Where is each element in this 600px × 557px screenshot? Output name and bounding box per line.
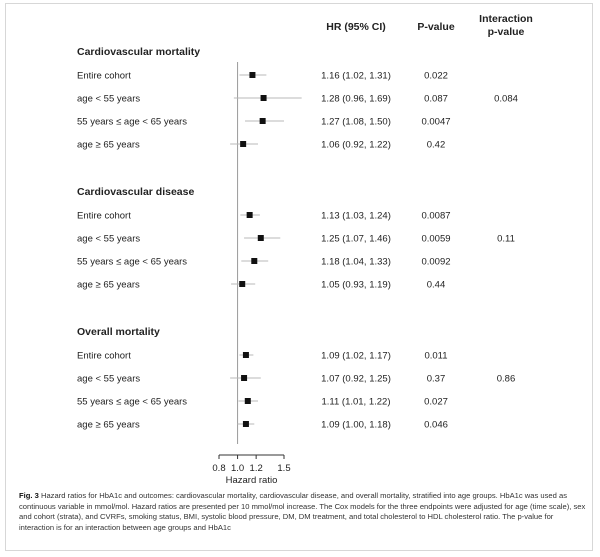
header-p-value: P-value bbox=[417, 21, 455, 33]
hr-ci-value: 1.28 (0.96, 1.69) bbox=[321, 93, 391, 105]
hr-ci-value: 1.25 (1.07, 1.46) bbox=[321, 233, 391, 245]
p-value: 0.011 bbox=[424, 350, 448, 362]
p-value: 0.087 bbox=[424, 93, 448, 105]
forest-plot bbox=[6, 4, 594, 490]
hr-point bbox=[249, 72, 255, 78]
x-tick-label: 1.5 bbox=[277, 463, 291, 474]
group-title: Cardiovascular mortality bbox=[77, 46, 201, 58]
x-tick-label: 1.0 bbox=[230, 463, 245, 474]
x-axis-title: Hazard ratio bbox=[225, 475, 278, 486]
x-tick-label: 1.2 bbox=[249, 463, 263, 474]
row-label: age < 55 years bbox=[77, 93, 141, 105]
figure-frame bbox=[5, 3, 593, 551]
hr-point bbox=[261, 95, 267, 101]
hr-point bbox=[239, 281, 245, 287]
row-label: Entire cohort bbox=[77, 70, 131, 82]
forest-rows bbox=[77, 46, 518, 444]
figure-caption bbox=[19, 491, 587, 533]
hr-ci-value: 1.05 (0.93, 1.19) bbox=[321, 279, 391, 291]
row-label: 55 years ≤ age < 65 years bbox=[77, 256, 188, 268]
hr-point bbox=[251, 258, 257, 264]
caption-label: Fig. 3 bbox=[19, 491, 39, 500]
header-interaction-p: p-value bbox=[487, 26, 525, 38]
p-value: 0.0059 bbox=[421, 233, 451, 245]
hr-point bbox=[243, 352, 249, 358]
row-label: age ≥ 65 years bbox=[77, 419, 140, 431]
hr-ci-value: 1.09 (1.00, 1.18) bbox=[321, 419, 391, 431]
hr-point bbox=[247, 212, 253, 218]
row-label: 55 years ≤ age < 65 years bbox=[77, 396, 188, 408]
group-title: Overall mortality bbox=[77, 326, 160, 338]
p-value: 0.022 bbox=[424, 70, 448, 82]
hr-ci-value: 1.07 (0.92, 1.25) bbox=[321, 373, 391, 385]
x-axis bbox=[212, 455, 290, 486]
p-value: 0.44 bbox=[426, 279, 446, 291]
p-value: 0.046 bbox=[424, 419, 448, 431]
hr-point bbox=[241, 375, 247, 381]
hr-ci-value: 1.11 (1.01, 1.22) bbox=[321, 396, 391, 408]
hr-point bbox=[245, 398, 251, 404]
row-label: age < 55 years bbox=[77, 233, 141, 245]
header-hr: HR (95% CI) bbox=[326, 21, 386, 33]
row-label: Entire cohort bbox=[77, 350, 131, 362]
row-label: 55 years ≤ age < 65 years bbox=[77, 116, 188, 128]
hr-point bbox=[240, 141, 246, 147]
caption-text: Hazard ratios for HbA1c and outcomes: cardiovascular mortality, cardiovascular disease, and overall mortality, stratified into age groups. HbA1c was used as continuous variable in mmol/mol. Hazard ratios are presented per 10 mmol/mol increase. The Cox models for the three endpoints were adjusted for age (time scale), sex and cohort (strata), and CVRFs, smoking status, BMI, systolic blood pressure, DM, DM treatment, and total cholesterol to HDL cholesterol ratio. The p-value for interaction is for an interaction between age groups and HbA1c bbox=[19, 491, 586, 532]
group-title: Cardiovascular disease bbox=[77, 186, 195, 198]
row-label: age ≥ 65 years bbox=[77, 139, 140, 151]
hr-ci-value: 1.27 (1.08, 1.50) bbox=[321, 116, 391, 128]
hr-ci-value: 1.09 (1.02, 1.17) bbox=[321, 350, 391, 362]
x-tick-label: 0.8 bbox=[212, 463, 226, 474]
interaction-p-value: 0.11 bbox=[497, 233, 515, 245]
p-value: 0.0047 bbox=[421, 116, 451, 128]
row-label: Entire cohort bbox=[77, 210, 131, 222]
hr-point bbox=[258, 235, 264, 241]
hr-ci-value: 1.16 (1.02, 1.31) bbox=[321, 70, 391, 82]
interaction-p-value: 0.084 bbox=[494, 93, 518, 105]
p-value: 0.42 bbox=[426, 139, 446, 151]
header-interaction: Interaction bbox=[479, 13, 533, 25]
row-label: age ≥ 65 years bbox=[77, 279, 140, 291]
p-value: 0.027 bbox=[424, 396, 448, 408]
hr-point bbox=[260, 118, 266, 124]
p-value: 0.37 bbox=[426, 373, 446, 385]
hr-ci-value: 1.13 (1.03, 1.24) bbox=[321, 210, 391, 222]
hr-point bbox=[243, 421, 249, 427]
hr-ci-value: 1.06 (0.92, 1.22) bbox=[321, 139, 391, 151]
p-value: 0.0087 bbox=[421, 210, 451, 222]
row-label: age < 55 years bbox=[77, 373, 141, 385]
hr-ci-value: 1.18 (1.04, 1.33) bbox=[321, 256, 391, 268]
interaction-p-value: 0.86 bbox=[496, 373, 516, 385]
p-value: 0.0092 bbox=[421, 256, 451, 268]
